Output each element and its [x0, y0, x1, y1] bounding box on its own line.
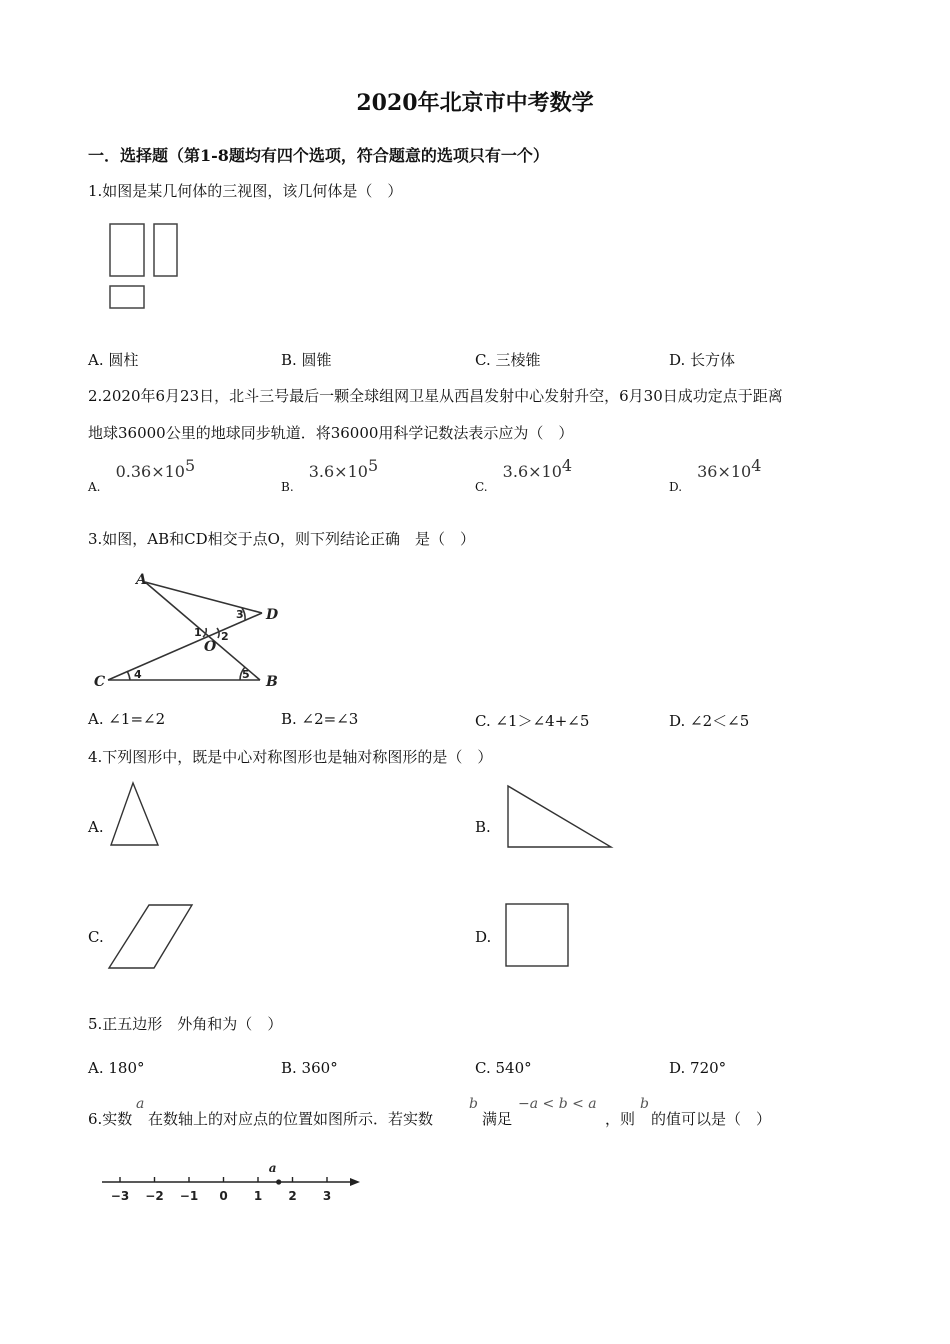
q3-option-d[interactable]: D. ∠2＜∠5	[669, 712, 750, 730]
q3-option-c[interactable]: C. ∠1＞∠4+∠5	[475, 712, 590, 730]
q1-option-c[interactable]: C. 三棱锥	[475, 351, 541, 369]
label-angle-5: 5	[242, 668, 250, 681]
q2-option-a[interactable]: $_{A.}$ $0.36\times 10^5$	[88, 456, 196, 495]
q3-option-a[interactable]: A. ∠1=∠2	[88, 710, 166, 728]
label-C: C	[94, 674, 106, 690]
point-a	[276, 1179, 281, 1184]
question-2-line-2: 地球36000公里的地球同步轨道．将36000用科学记数法表示应为（ ）	[88, 424, 574, 442]
q1-option-d[interactable]: D. 长方体	[669, 351, 736, 369]
q2-option-d[interactable]: $_{D.}$ $36\times 10^4$	[669, 456, 762, 495]
segment-cd	[108, 613, 262, 680]
tick-label: 3	[322, 1189, 332, 1203]
section-heading: 一．选择题（第1-8题均有四个选项，符合题意的选项只有一个）	[88, 146, 549, 165]
right-triangle-figure	[505, 783, 615, 851]
label-O: O	[204, 639, 217, 655]
number-line-arrow	[350, 1178, 360, 1186]
q4-option-c[interactable]: C.	[88, 928, 104, 946]
q4-option-d[interactable]: D.	[475, 928, 492, 946]
label-angle-2: 2	[221, 630, 229, 643]
q4-option-a[interactable]: A.	[88, 818, 104, 836]
label-D: D	[266, 607, 279, 623]
q3-option-b[interactable]: B. ∠2=∠3	[281, 710, 359, 728]
q6-var-b-2: b	[640, 1096, 649, 1112]
question-6-part-1: 6.实数	[88, 1110, 133, 1128]
q5-option-c[interactable]: C. 540°	[475, 1059, 532, 1077]
q2-option-b[interactable]: $_{B.}$ $3.6\times 10^5$	[281, 456, 379, 495]
question-1-text: 1.如图是某几何体的三视图，该几何体是（ ）	[88, 182, 403, 200]
q6-var-a: a	[136, 1096, 145, 1112]
three-view-figure	[108, 222, 183, 312]
question-6-part-3: 满足	[482, 1110, 513, 1128]
q5-option-a[interactable]: A. 180°	[88, 1059, 145, 1077]
q6-var-b: b	[469, 1096, 478, 1112]
tick-label: 0	[219, 1189, 228, 1203]
isosceles-triangle-figure	[108, 780, 168, 850]
square-figure	[504, 902, 570, 968]
q4-option-b[interactable]: B.	[475, 818, 491, 836]
intersecting-lines-figure	[90, 570, 290, 695]
top-view	[110, 286, 144, 308]
tick-label: −1	[179, 1189, 199, 1203]
label-angle-4: 4	[134, 668, 142, 681]
page-title: 2020年北京市中考数学	[356, 90, 594, 116]
angle-arc-4	[127, 671, 130, 680]
label-angle-3: 3	[236, 608, 244, 621]
question-6-part-4: ，则	[605, 1110, 636, 1128]
question-6-part-5: 的值可以是（ ）	[651, 1110, 772, 1128]
q6-condition: −a < b < a	[518, 1096, 597, 1112]
label-angle-1: 1	[194, 626, 202, 639]
front-view	[110, 224, 144, 276]
q5-option-b[interactable]: B. 360°	[281, 1059, 338, 1077]
question-6-part-2: 在数轴上的对应点的位置如图所示．若实数	[148, 1110, 434, 1128]
tick-label: 2	[288, 1189, 297, 1203]
side-view	[154, 224, 177, 276]
question-4-text: 4.下列图形中，既是中心对称图形也是轴对称图形的是（ ）	[88, 748, 493, 766]
question-5-text: 5.正五边形 外角和为（ ）	[88, 1015, 283, 1033]
q5-option-d[interactable]: D. 720°	[669, 1059, 727, 1077]
q2-option-c[interactable]: $_{C.}$ $3.6\times 10^4$	[475, 456, 573, 495]
tick-label: 1	[253, 1189, 263, 1203]
label-B: B	[266, 674, 278, 690]
q1-option-a[interactable]: A. 圆柱	[88, 351, 139, 369]
q1-option-b[interactable]: B. 圆锥	[281, 351, 332, 369]
tick-label: −2	[145, 1189, 164, 1203]
number-line-figure	[98, 1158, 368, 1208]
question-3-text: 3.如图，AB和CD相交于点O，则下列结论正确 是（ ）	[88, 530, 475, 548]
tick-label: −3	[110, 1189, 130, 1203]
label-A: A	[136, 572, 147, 588]
question-2-line-1: 2.2020年6月23日，北斗三号最后一颗全球组网卫星从西昌发射中心发射升空，6月30日成功定点于距离	[88, 387, 783, 405]
point-a-label: a	[268, 1161, 277, 1175]
parallelogram-figure	[106, 902, 196, 972]
